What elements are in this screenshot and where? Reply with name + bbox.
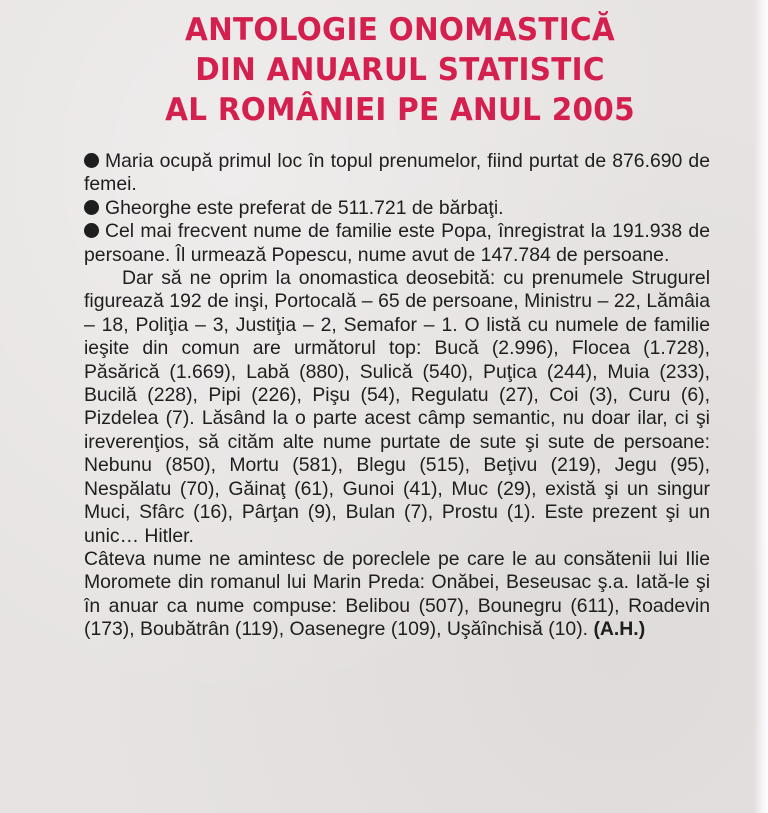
author-byline: (A.H.) [593,618,646,641]
bullet-dot-icon [84,223,99,238]
bullet-item [84,197,710,220]
bullet-text: Gheorghe este preferat de 511.721 de bărbaţi. [105,196,504,219]
body-paragraph-2 [84,548,710,642]
article-headline [115,10,685,130]
bullet-item [84,150,710,197]
bullet-dot-icon [84,153,99,168]
headline-line-1: ANTOLOGIE ONOMASTICĂ [185,12,615,48]
headline-line-3: AL ROMÂNIEI PE ANUL 2005 [165,92,635,128]
bullet-item [84,220,710,267]
bullet-dot-icon [84,200,99,215]
torn-edge [754,0,768,813]
body-paragraph-1: Dar să ne oprim la onomastica deosebită: cu prenumele Strugurel figurează 192 de inşi, Portocală – 65 de persoane, Ministru – 22, Lămâia – 18, Poliţia – 3, Justiţia – 2, Semafor – 1. O listă cu numele de familie ieşite din comun are următorul top: Bucă (2.996), Flocea (1.728), Păsărică (1.669), Labă (880), Sulică (540), Puţica (244), Muia (233), Bucilă (228), Pipi (226), Pişu (54), Regulatu (27), Coi (3), Curu (6), Pizdelea (7). Lăsând la o parte acest câmp semantic, nu doar ilar, ci şi ireverenţios, să cităm alte nume purtate de sute şi sute de persoane: Nebunu (850), Mortu (581), Blegu (515), Beţivu (219), Jegu (95), Nespălatu (70), Găinaţ (61), Gunoi (41), Muc (29), există şi un singur Muci, Sfârc (16), Pârţan (9), Bulan (7), Prostu (1). Este prezent şi un unic… Hitler. [84,267,710,547]
bullet-text: Cel mai frecvent nume de familie este Popa, înregistrat la 191.938 de persoane. Îl urmează Popescu, nume avut de 147.784 de persoane. [84,220,710,266]
paragraph-2-text: Câteva nume ne amintesc de poreclele pe care le au consătenii lui Ilie Moromete din romanul lui Marin Preda: Onăbei, Beseusac ş.a. Iată-le şi în anuar ca nume compuse: Belibou (507), Bounegru (611), Roadevin (173), Boubătrân (119), Oasenegre (109), Uşăînchisă (10). [84,547,710,641]
headline-line-2: DIN ANUARUL STATISTIC [195,52,605,88]
bullet-text: Maria ocupă primul loc în topul prenumelor, fiind purtat de 876.690 de femei. [84,150,710,196]
article-body [84,150,710,642]
